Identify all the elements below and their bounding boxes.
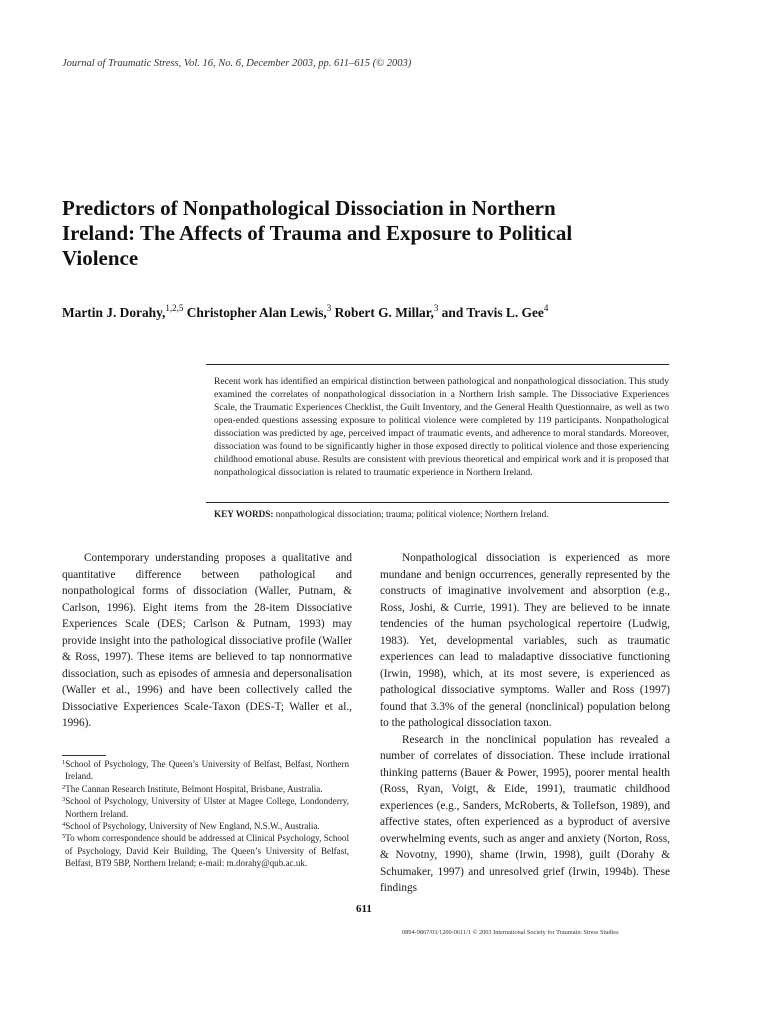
body-column-left [62, 550, 352, 732]
copyright-line: 0894-9867/03/1200-0611/1 © 2003 International Society for Traumatic Stress Studies [402, 929, 619, 936]
footnote: $^3$School of Psychology, University of Ulster at Magee College, Londonderry, Northern Ireland. [62, 796, 349, 819]
body-paragraph: Nonpathological dissociation is experienced as more mundane and benign occurrences, generally represented by the constructs of imaginative involvement and absorption (e.g., Ross, Joshi, & Currie, 1991). They are believed to be innate tendencies of the human psychological repertoire (Ludwig, 1983). Yet, developmental variables, such as traumatic experiences can lead to maladaptive dissociative functioning (Irwin, 1998), which, at its most severe, is experienced as pathological dissociative symptoms. Waller and Ross (1997) found that 3.3% of the general (nonclinical) population belong to the pathological dissociation taxon. [380, 552, 670, 729]
abstract-top-rule [206, 364, 669, 365]
body-paragraph: Contemporary understanding proposes a qualitative and quantitative difference between pathological and nonpathological forms of dissociation (Waller, Putnam, & Carlson, 1996). Eight items from the 28-item Dissociative Experiences Scale (DES; Carlson & Putnam, 1993) may provide insight into the pathological dissociative profile (Waller & Ross, 1997). These items are believed to tap nonnormative dissociation, such as episodes of amnesia and depersonalisation (Waller et al., 1996) and have been collectively called the Dissociative Experiences Scale-Taxon (DES-T; Waller et al., 1996). [62, 552, 352, 729]
keywords [214, 509, 669, 519]
paper-title: Predictors of Nonpathological Dissociation in Northern Ireland: The Affects of Trauma and Exposure to Political Violence [62, 196, 573, 270]
body-paragraph: Research in the nonclinical population has revealed a number of correlates of dissociation. These include irrational thinking patterns (Bauer & Power, 1995), poorer mental health (Ross, Ryan, Voigt, & Eide, 1991), traumatic childhood experiences (e.g., Sanders, McRoberts, & Tollefson, 1989), and affective states, often experienced as a byproduct of aversive overwhelming events, such as anger and anxiety (Norton, Ross, & Novotny, 1990), shame (Irwin, 1998), guilt (Dorahy & Schumaker, 1997) and unresolved grief (Irwin, 1994b). These findings [380, 733, 670, 894]
footnotes [62, 758, 349, 870]
page-number: 611 [356, 903, 372, 915]
keywords-text: nonpathological dissociation; trauma; political violence; Northern Ireland. [275, 509, 549, 519]
footnote-rule [62, 755, 106, 756]
footnote: $^5$To whom correspondence should be addressed at Clinical Psychology, School of Psychology, David Keir Building, The Queen’s University of Belfast, Belfast, BT9 5BP, Northern Ireland; e-mail: m.dorahy@qub.ac.uk. [62, 833, 349, 869]
keywords-label: KEY WORDS: [214, 509, 274, 519]
body-column-right [380, 550, 670, 897]
author-name: Robert G. Millar, [334, 305, 434, 320]
author-name: and Travis L. Gee [441, 305, 544, 320]
author-name: Martin J. Dorahy, [62, 305, 166, 320]
author-affiliation-mark: 3 [433, 303, 439, 313]
footnote: $^1$School of Psychology, The Queen’s University of Belfast, Belfast, Northern Ireland. [62, 759, 349, 782]
journal-citation: Journal of Traumatic Stress, Vol. 16, No. 6, December 2003, pp. 611–615 (© 2003) [62, 58, 412, 69]
abstract: Recent work has identified an empirical distinction between pathological and nonpathological dissociation. This study examined the correlates of nonpathological dissociation in a Northern Irish sample. The Dissociative Experiences Scale, the Traumatic Experiences Checklist, the Guilt Inventory, and the General Health Questionnaire, as well as two open-ended questions assessing exposure to political violence were completed by 119 participants. Nonpathological dissociation was predicted by age, perceived impact of traumatic events, and adherence to moral standards. Moreover, dissociation was found to be significantly higher in those exposed directly to political violence and those experiencing childhood emotional abuse. Results are consistent with previous theoretical and empirical work and it is proposed that nonpathological dissociation is related to traumatic experience in Northern Ireland. [214, 376, 669, 478]
author-name: Christopher Alan Lewis, [186, 305, 327, 320]
author-affiliation-mark: 3 [326, 303, 332, 313]
keywords-rule [206, 502, 669, 503]
footnote: $^4$School of Psychology, University of New England, N.S.W., Australia. [62, 821, 320, 832]
author-affiliation-mark: 1,2,5 [165, 303, 184, 313]
footnote: $^2$The Cannan Research Institute, Belmont Hospital, Brisbane, Australia. [62, 783, 323, 794]
author-affiliation-mark: 4 [543, 303, 549, 313]
author-list [62, 305, 712, 321]
